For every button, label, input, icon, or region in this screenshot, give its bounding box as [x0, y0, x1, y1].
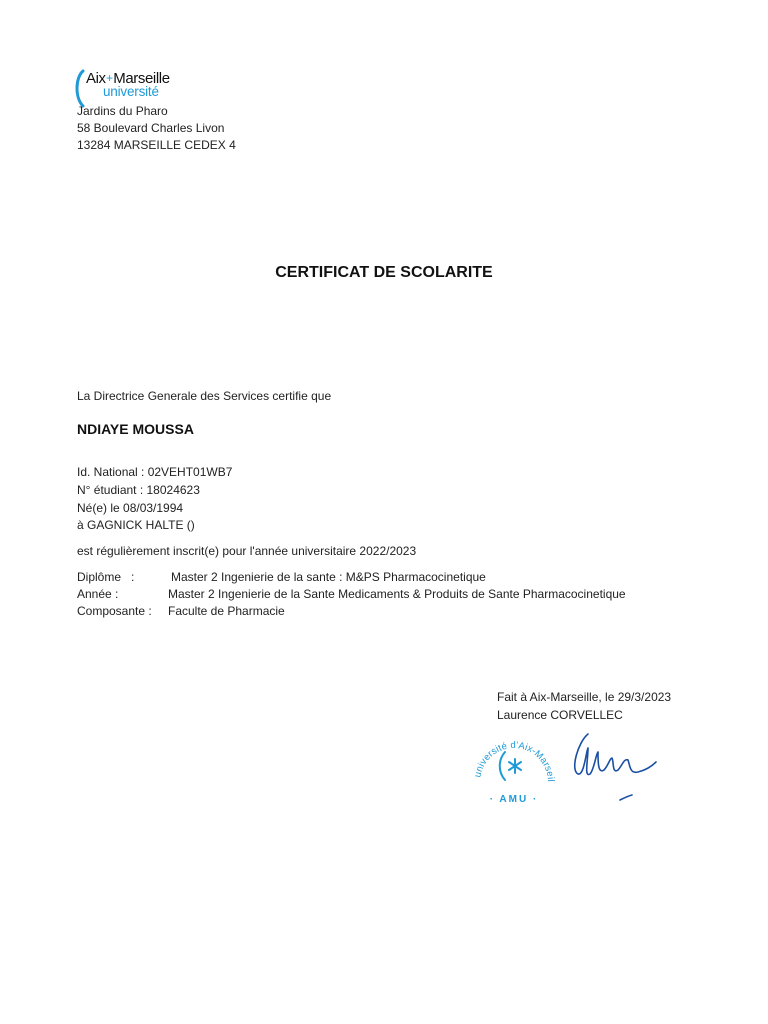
diploma-value: Master 2 Ingenierie de la sante : M&PS Pharmacocinetique: [171, 570, 486, 584]
diploma-row: [77, 570, 697, 586]
document-title: CERTIFICAT DE SCOLARITE: [275, 264, 493, 281]
year-row: [77, 587, 697, 603]
birth-date: Né(e) le 08/03/1994: [77, 501, 184, 515]
component-label: Composante :: [77, 604, 152, 618]
student-name: NDIAYE MOUSSA: [77, 421, 194, 437]
national-id: Id. National : 02VEHT01WB7: [77, 465, 233, 479]
stamp-seal-icon: [468, 722, 558, 806]
component-value: Faculte de Pharmacie: [168, 604, 285, 618]
address-line-1: Jardins du Pharo: [77, 104, 168, 118]
address-line-3: 13284 MARSEILLE CEDEX 4: [77, 138, 236, 152]
address-line-2: 58 Boulevard Charles Livon: [77, 121, 225, 135]
signatory-name: Laurence CORVELLEC: [497, 708, 623, 722]
component-row: [77, 604, 697, 620]
signature-icon: [560, 722, 665, 804]
svg-text:· AMU ·: · AMU ·: [489, 794, 539, 805]
birth-place: à GAGNICK HALTE (): [77, 518, 195, 532]
year-value: Master 2 Ingenierie de la Sante Medicaments & Produits de Sante Pharmacocinetique: [168, 587, 626, 601]
logo-subtitle: université: [103, 84, 159, 99]
student-number: N° étudiant : 18024623: [77, 483, 200, 497]
aix-marseille-university-logo: [74, 68, 186, 108]
handwritten-signature: [560, 722, 665, 804]
logo-name: Aix+Marseille: [86, 70, 170, 87]
year-label: Année :: [77, 587, 119, 601]
svg-text:université d'Aix-Marseille: université d'Aix-Marseil: [472, 739, 557, 783]
university-stamp: [468, 722, 558, 806]
enrollment-statement: est régulièrement inscrit(e) pour l'année universitaire 2022/2023: [77, 544, 417, 558]
certifier-statement: La Directrice Generale des Services certifie que: [77, 389, 332, 403]
place-and-date: Fait à Aix-Marseille, le 29/3/2023: [497, 690, 672, 704]
diploma-label: Diplôme :: [77, 570, 135, 584]
